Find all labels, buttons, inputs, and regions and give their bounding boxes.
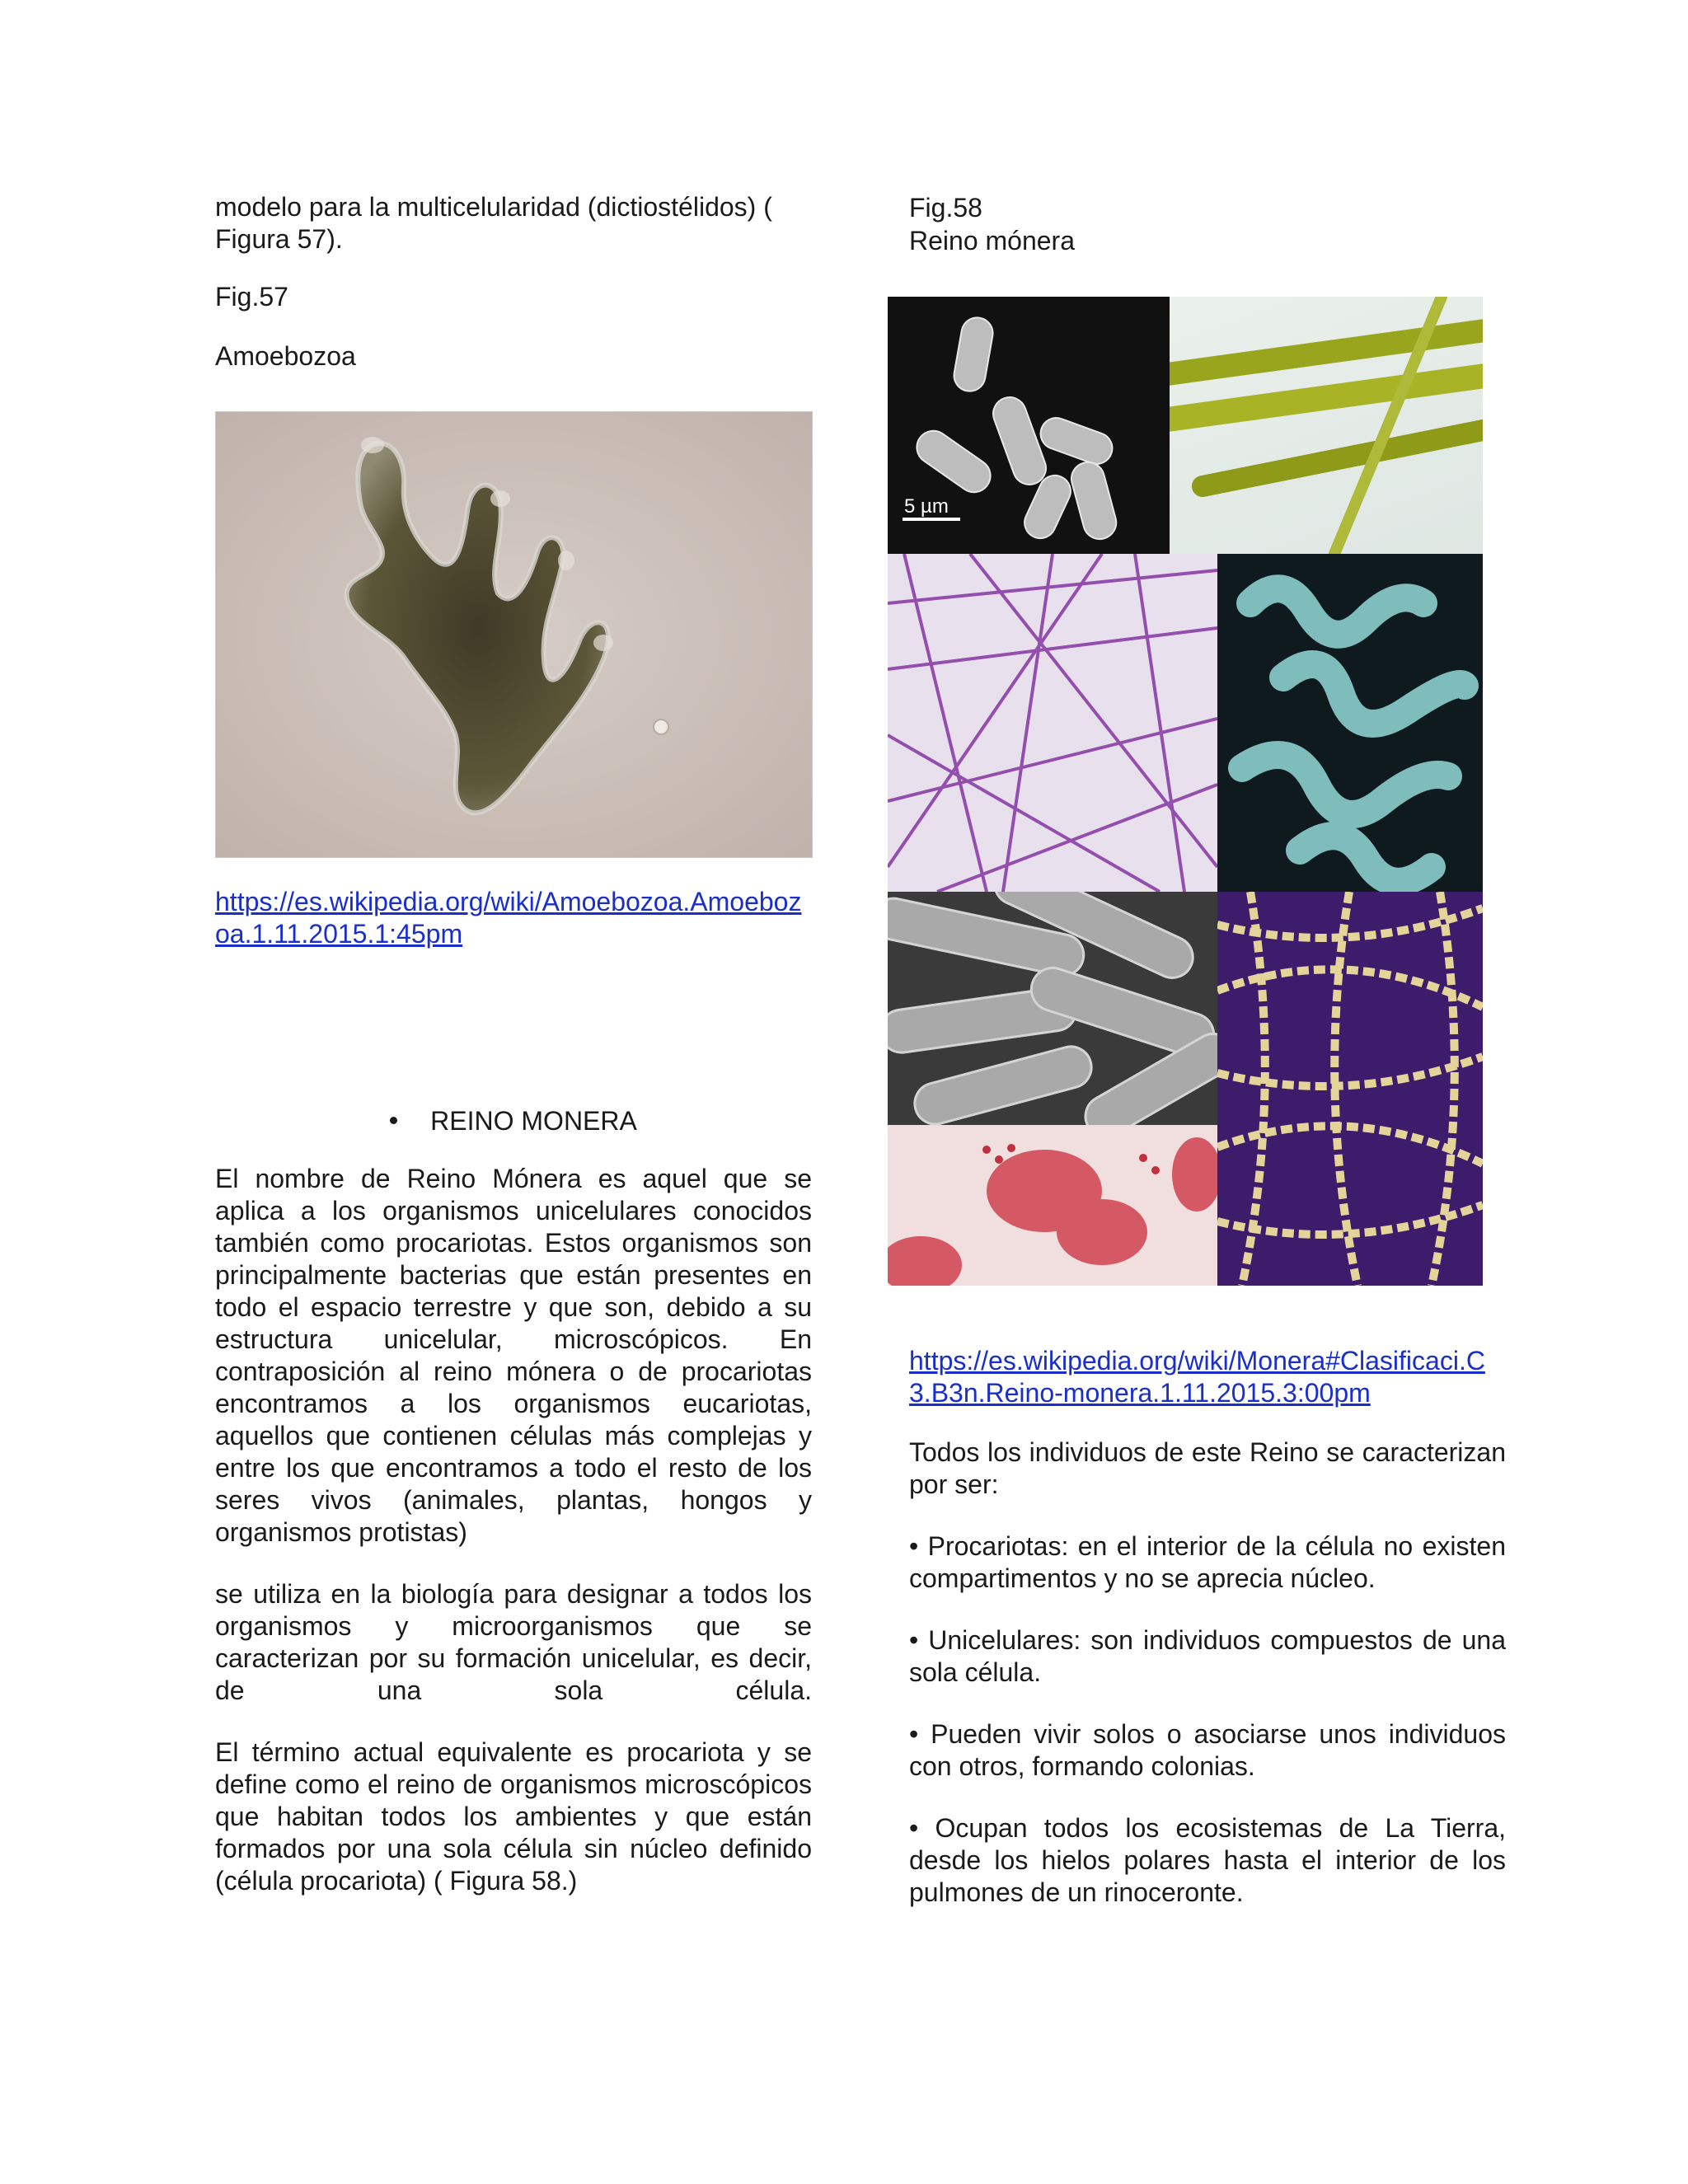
section-title-text: REINO MONERA xyxy=(430,1106,637,1136)
red-stain-tile xyxy=(888,1125,1217,1286)
paragraph-3: El término actual equivalente es procariota y se define como el reino de organismos microscópicos que habitan todos los ambientes y que están formados por una sola célula sin núcleo definido (célula procariota) ( Figura 58.) xyxy=(215,1737,812,1896)
monera-bullet-3: • Pueden vivir solos o asociarse unos individuos con otros, formando colonias. xyxy=(909,1719,1506,1781)
left-column xyxy=(215,191,812,373)
fig58-label: Fig.58 xyxy=(909,193,982,223)
red-cells-illustration xyxy=(888,1125,1217,1286)
spiral-bacteria-tile xyxy=(1217,554,1483,892)
fig57-source-link[interactable]: https://es.wikipedia.org/wiki/Amoebozoa.Amoebozoa.1.11.2015.1:45pm xyxy=(215,887,802,949)
fig57-label: Fig.57 xyxy=(215,282,288,312)
left-body xyxy=(215,1163,812,1897)
amoeba-illustration xyxy=(216,412,812,857)
grey-rods-illustration xyxy=(888,892,1217,1125)
rod-bacteria-illustration xyxy=(888,297,1170,554)
monera-bullet-4: • Ocupan todos los ecosistemas de La Tierra, desde los hielos polares hasta el interior de los pulmones de un rinoceronte. xyxy=(909,1813,1506,1907)
rod-bacteria-sem-tile xyxy=(888,297,1170,554)
chain-bacteria-tile xyxy=(1217,892,1483,1286)
fig58-source-link[interactable]: https://es.wikipedia.org/wiki/Monera#Clasificaci.C3.B3n.Reino-monera.1.11.2015.3:00pm xyxy=(909,1346,1485,1408)
monera-intro: Todos los individuos de este Reino se caracterizan por ser: xyxy=(909,1437,1506,1499)
amoebozoa-image xyxy=(215,411,813,858)
fig57-title: Amoebozoa xyxy=(215,341,356,371)
fig58-title: Reino mónera xyxy=(909,226,1075,255)
bullet-icon xyxy=(390,1117,397,1124)
purple-filaments-illustration xyxy=(888,554,1217,892)
reino-monera-collage xyxy=(888,297,1483,1286)
yellow-chains-illustration xyxy=(1217,892,1483,1286)
stained-filaments-tile xyxy=(888,554,1217,892)
paragraph-2: se utiliza en la biología para designar a todos los organismos y microorganismos que se caracterizan por su formación unicelular, es decir, de una sola célula. xyxy=(215,1579,812,1705)
filament-illustration xyxy=(1170,297,1483,554)
monera-bullet-2: • Unicelulares: son individuos compuestos de una sola célula. xyxy=(909,1625,1506,1687)
monera-bullet-1: • Procariotas: en el interior de la célula no existen compartimentos y no se aprecia núcleo. xyxy=(909,1531,1506,1593)
filament-bacteria-tile xyxy=(1170,297,1483,554)
right-body xyxy=(909,1436,1506,1909)
section-title-reino-monera xyxy=(215,1104,812,1137)
scale-bar-label: 5 µm xyxy=(904,495,949,518)
paragraph-1: El nombre de Reino Mónera es aquel que se aplica a los organismos unicelulares conocidos también como procariotas. Estos organismos son principalmente bacterias que están presentes en todo el espacio terrestre y que son, debido a su estructura unicelular, microscópicos. En contraposición al reino mónera o de procariotas encontramos a los organismos eucariotas, aquellos que contienen células más complejas y entre los que encontramos a todo el resto de los seres vivos (animales, plantas, hongos y organismos protistas) xyxy=(215,1164,812,1547)
teal-spirals-illustration xyxy=(1217,554,1483,892)
intro-text: modelo para la multicelularidad (dictiostélidos) ( Figura 57). xyxy=(215,192,772,254)
right-column-header xyxy=(909,191,1506,257)
